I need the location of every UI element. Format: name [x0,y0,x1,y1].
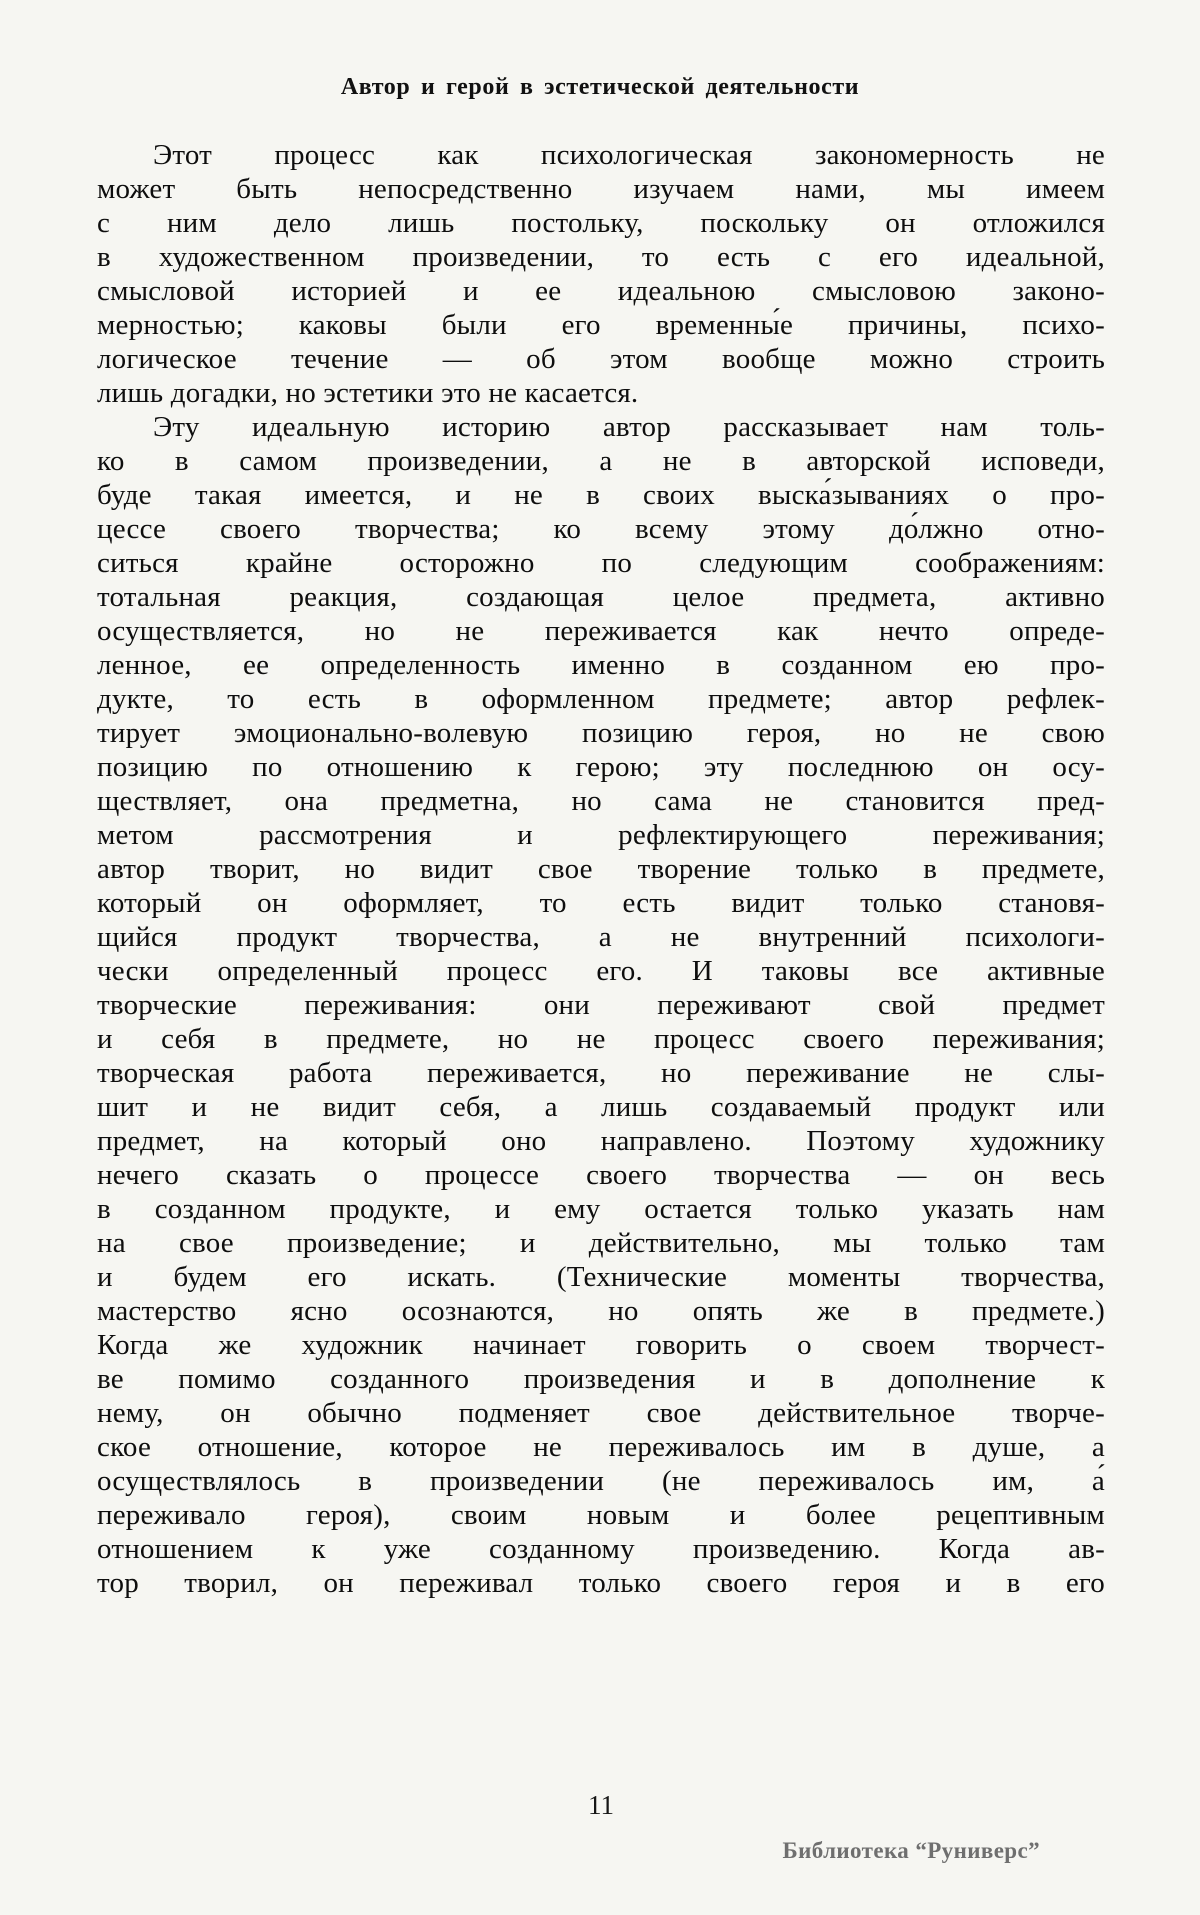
library-watermark: Библиотека “Руниверс” [782,1838,1040,1863]
text-line: буде такая имеется, и не в своих выска́зываниях о про- [97,479,1105,511]
text-line: Этот процесс как психологическая закономерность не [153,139,1105,171]
text-line: который он оформляет, то есть видит только становя- [97,887,1105,919]
text-line: ленное, ее определенность именно в созданном ею про- [97,649,1105,681]
text-line: Когда же художник начинает говорить о своем творчест- [97,1329,1105,1361]
text-line: переживало героя), своим новым и более рецептивным [97,1499,1105,1531]
text-line: нему, он обычно подменяет свое действительное творче- [97,1397,1105,1429]
text-line: цессе своего творчества; ко всему этому до́лжно отно- [97,513,1105,545]
text-line: отношением к уже созданному произведению. Когда ав- [97,1533,1105,1565]
chapter-title: Автор и герой в эстетической деятельности [340,74,860,100]
page-number: 11 [588,1790,614,1820]
text-line: позицию по отношению к герою; эту последнюю он осу- [97,751,1105,783]
text-line: логическое течение — об этом вообще можно строить [97,343,1105,375]
text-line: творческие переживания: они переживают свой предмет [97,989,1105,1021]
text-line: шит и не видит себя, а лишь создаваемый продукт или [97,1091,1105,1123]
text-line: дукте, то есть в оформленном предмете; автор рефлек- [97,683,1105,715]
text-line: тотальная реакция, создающая целое предмета, активно [97,581,1105,613]
text-line: автор творит, но видит свое творение только в предмете, [97,853,1105,885]
text-line: и будем его искать. (Технические моменты творчества, [97,1261,1105,1293]
text-line: предмет, на который оно направлено. Поэтому художнику [97,1125,1105,1157]
text-line: тор творил, он переживал только своего героя и в его [97,1567,1105,1599]
text-line: ве помимо созданного произведения и в дополнение к [97,1363,1105,1395]
text-line: ситься крайне осторожно по следующим соображениям: [97,547,1105,579]
text-line: смысловой историей и ее идеальною смысловою законо- [97,275,1105,307]
text-line: мерностью; каковы были его временны́е причины, психо- [97,309,1105,341]
text-line: чески определенный процесс его. И таковы все активные [97,955,1105,987]
text-line: тирует эмоционально-волевую позицию героя, но не свою [97,717,1105,749]
text-line: на свое произведение; и действительно, мы только там [97,1227,1105,1259]
text-line: может быть непосредственно изучаем нами, мы имеем [97,173,1105,205]
text-line: в созданном продукте, и ему остается только указать нам [97,1193,1105,1225]
text-line: творческая работа переживается, но переживание не слы- [97,1057,1105,1089]
text-line: и себя в предмете, но не процесс своего переживания; [97,1023,1105,1055]
text-line: нечего сказать о процессе своего творчества — он весь [97,1159,1105,1191]
text-line: Эту идеальную историю автор рассказывает нам толь- [153,411,1105,443]
text-line: ское отношение, которое не переживалось им в душе, а [97,1431,1105,1463]
text-line: ко в самом произведении, а не в авторской исповеди, [97,445,1105,477]
body-text [97,138,1105,1600]
text-line: осуществляется, но не переживается как нечто опреде- [97,615,1105,647]
text-line: ществляет, она предметна, но сама не становится пред- [97,785,1105,817]
text-line: осуществлялось в произведении (не переживалось им, а́ [97,1465,1105,1497]
text-line: лишь догадки, но эстетики это не касается. [97,377,639,409]
text-line: в художественном произведении, то есть с его идеальной, [97,241,1105,273]
text-line: мастерство ясно осознаются, но опять же в предмете.) [97,1295,1105,1327]
text-line: метом рассмотрения и рефлектирующего переживания; [97,819,1105,851]
text-line: с ним дело лишь постольку, поскольку он отложился [97,207,1105,239]
text-line: щийся продукт творчества, а не внутренний психологи- [97,921,1105,953]
